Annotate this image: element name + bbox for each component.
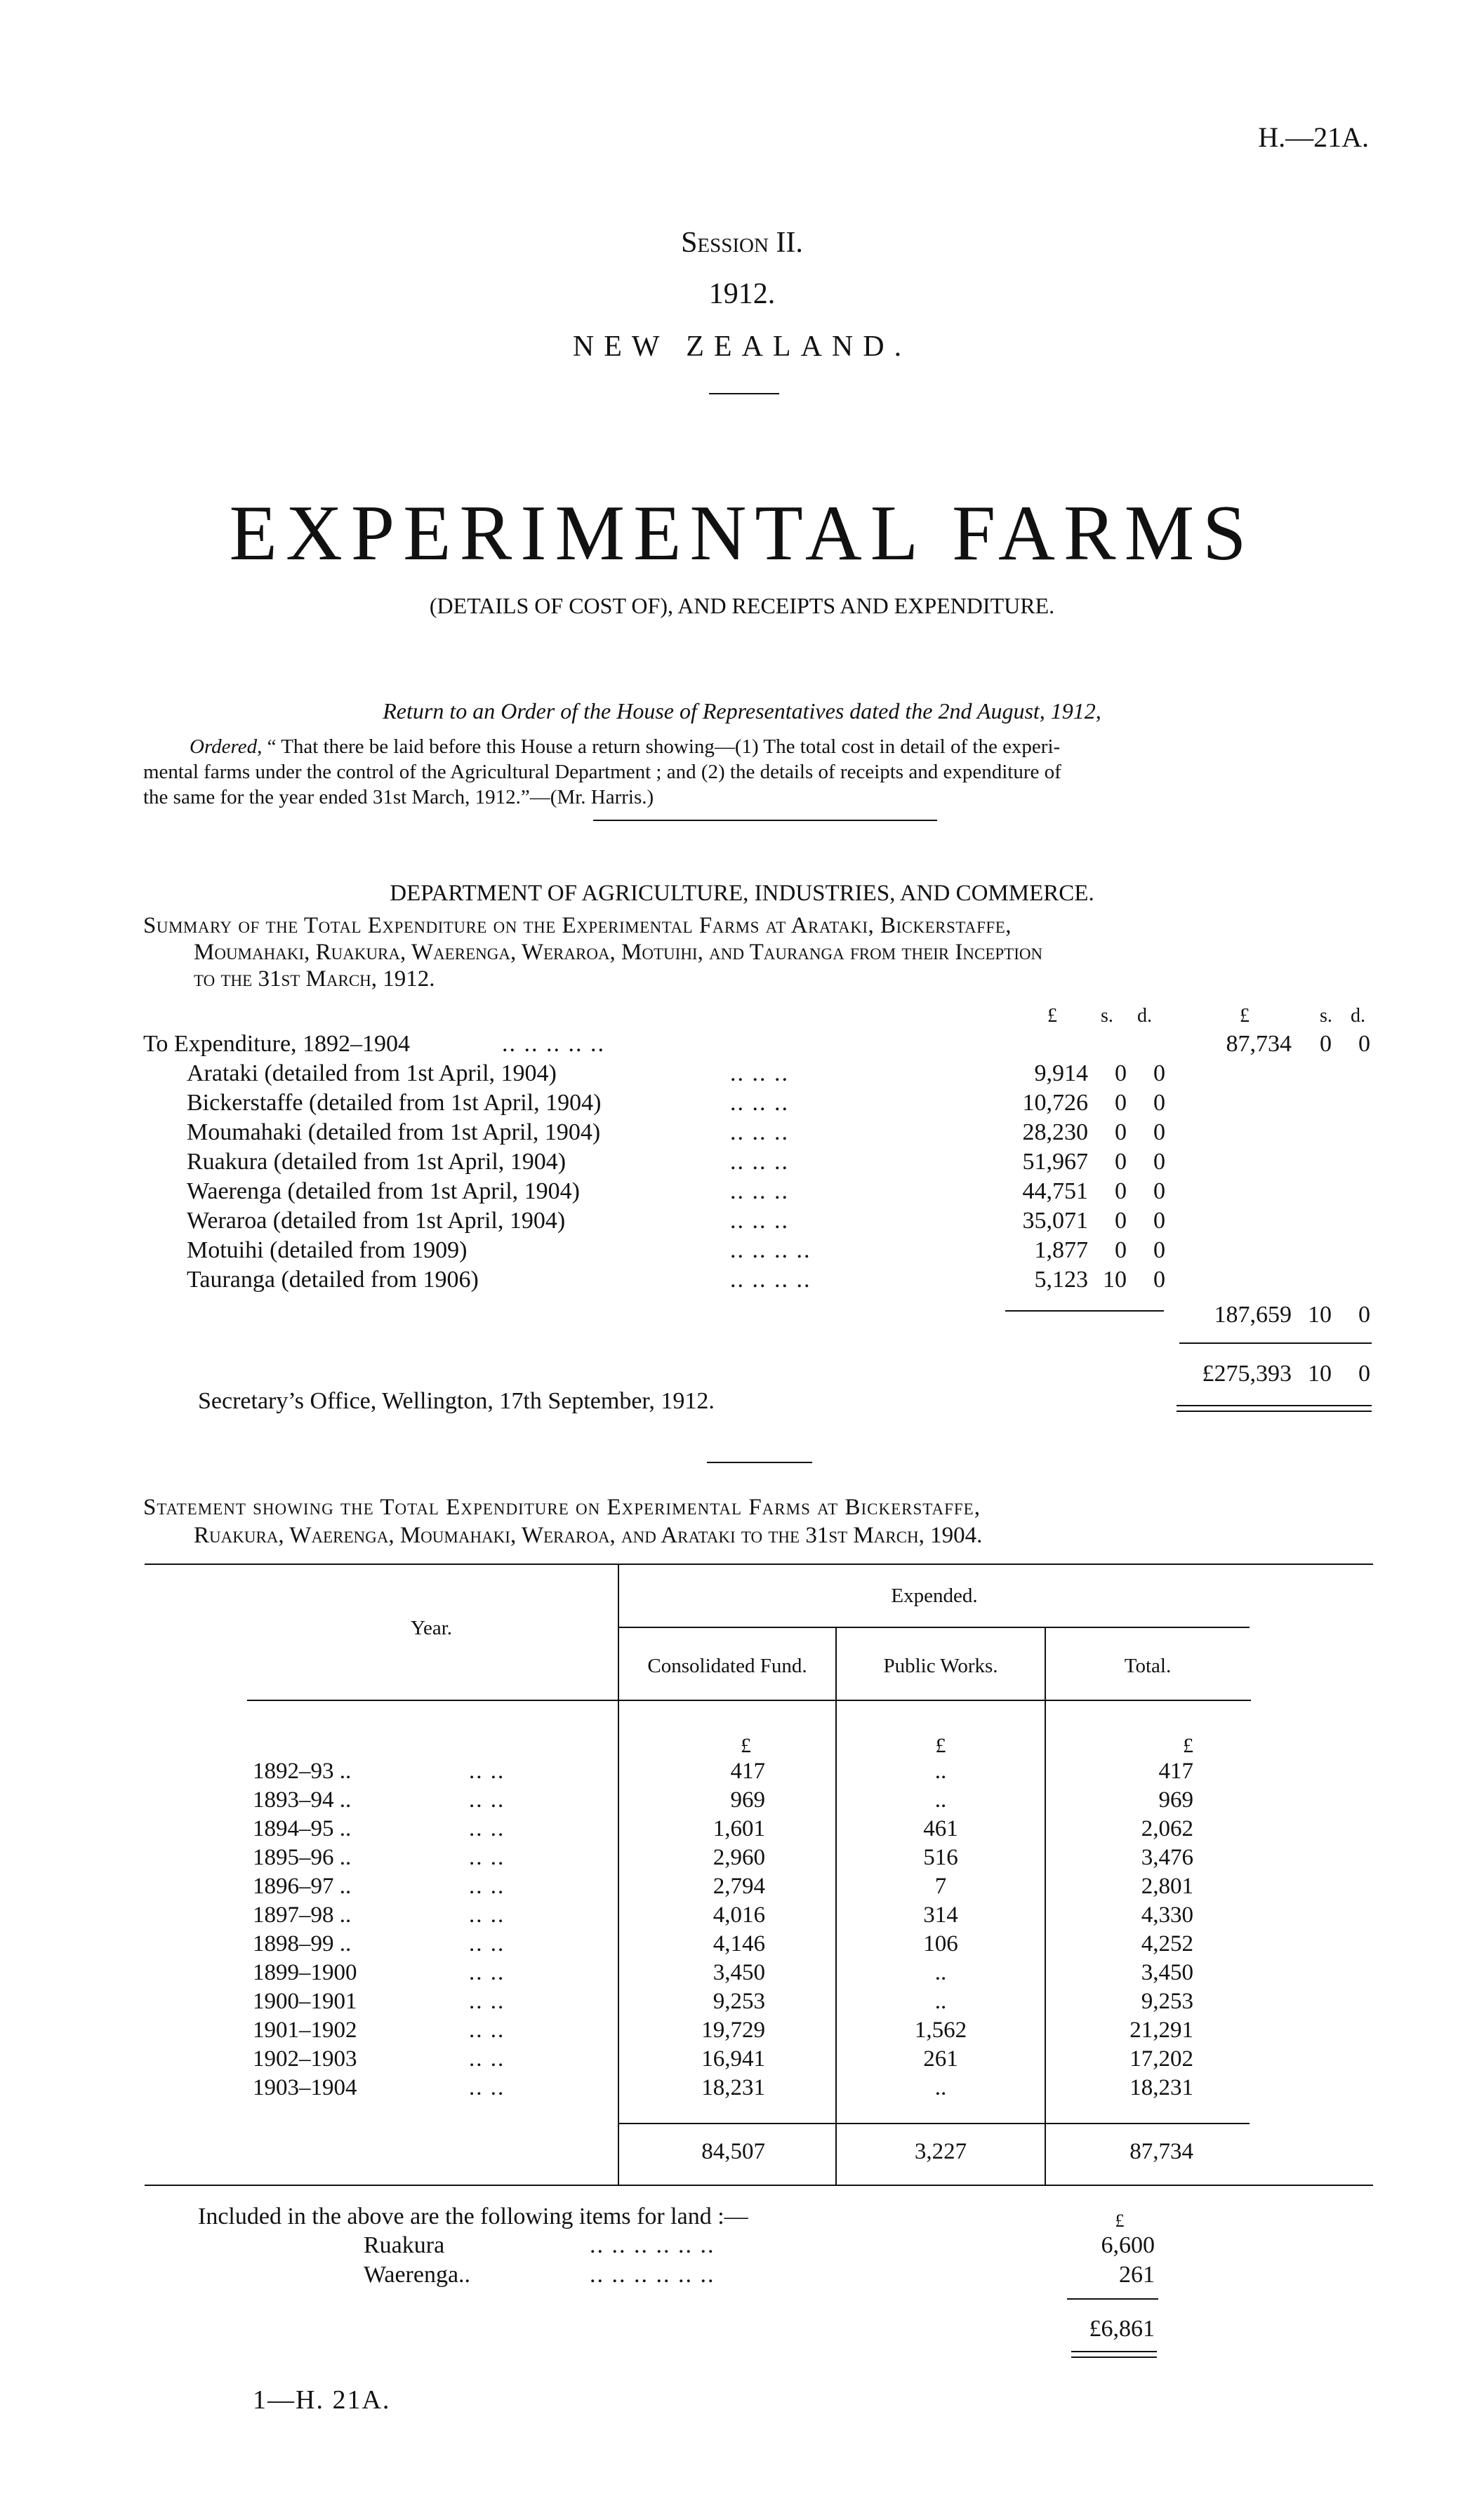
table-row-total: 3,476 bbox=[1141, 1845, 1193, 1870]
summary-row-pounds: 28,230 bbox=[1022, 1119, 1088, 1145]
table-row-dots: .. .. bbox=[469, 1931, 505, 1956]
table-row bbox=[0, 1930, 1484, 1958]
table-row-public-works: 261 bbox=[923, 2046, 958, 2072]
grand-total-double-rule-1 bbox=[1177, 1405, 1372, 1406]
table-row-year: 1903–1904 bbox=[253, 2075, 357, 2100]
session-label: Session II. bbox=[681, 227, 803, 259]
table-row-total: 3,450 bbox=[1141, 1960, 1193, 1985]
total-pence-header: d. bbox=[1351, 1005, 1365, 1027]
land-total-rule bbox=[1067, 2298, 1158, 2300]
table-row bbox=[0, 1844, 1484, 1872]
ordered-line-3: the same for the year ended 31st March, 1912.”—(Mr. Harris.) bbox=[143, 786, 654, 808]
shillings-header: s. bbox=[1101, 1005, 1113, 1027]
table-row-year: 1896–97 .. bbox=[253, 1874, 352, 1899]
table-row-consolidated: 4,016 bbox=[713, 1902, 765, 1928]
cf-currency: £ bbox=[741, 1734, 751, 1757]
summary-grand-pounds: £275,393 bbox=[1202, 1361, 1292, 1387]
secretary-office-line: Secretary’s Office, Wellington, 17th September, 1912. bbox=[198, 1388, 715, 1414]
summary-row-s: 0 bbox=[1115, 1119, 1127, 1145]
summary-grand-rule bbox=[1179, 1342, 1372, 1344]
summary-grand-d: 0 bbox=[1358, 1361, 1370, 1387]
table-row-total: 969 bbox=[1158, 1787, 1193, 1813]
table-row-public-works: 7 bbox=[934, 1874, 947, 1899]
table-expended-rule bbox=[619, 1627, 1250, 1628]
summary-row-label: Arataki (detailed from 1st April, 1904) bbox=[187, 1060, 557, 1086]
table-row-dots: .. .. bbox=[469, 2046, 505, 2072]
table-row-consolidated: 9,253 bbox=[713, 1989, 765, 2014]
table-row-year: 1901–1902 bbox=[253, 2018, 357, 2043]
table-row bbox=[0, 1757, 1484, 1785]
summary-row-dots: .. .. .. bbox=[730, 1208, 789, 1234]
summary-row-s: 0 bbox=[1115, 1178, 1127, 1204]
table-row-consolidated: 2,960 bbox=[713, 1845, 765, 1870]
summary-subtotal-pounds: 187,659 bbox=[1214, 1302, 1292, 1328]
summary-row-d: 0 bbox=[1153, 1208, 1165, 1234]
table-row-dots: .. .. bbox=[469, 1787, 505, 1813]
land-row bbox=[0, 2261, 1484, 2289]
table-row bbox=[0, 1815, 1484, 1843]
table-row-public-works: .. bbox=[934, 1960, 947, 1985]
land-double-rule-1 bbox=[1071, 2351, 1157, 2352]
summary-row-s: 0 bbox=[1115, 1237, 1127, 1263]
summary-row-label: Waerenga (detailed from 1st April, 1904) bbox=[187, 1178, 580, 1204]
page-reference: H.—21A. bbox=[1258, 121, 1369, 153]
department-heading: DEPARTMENT OF AGRICULTURE, INDUSTRIES, AND COMMERCE. bbox=[390, 881, 1094, 906]
summary-row-dots: .. .. .. bbox=[730, 1149, 789, 1175]
summary-subtotal-s: 10 bbox=[1308, 1302, 1332, 1328]
table-row-total: 4,252 bbox=[1141, 1931, 1193, 1956]
summary-heading-line-3: to the 31st March, 1912. bbox=[194, 966, 435, 992]
col-total-header: Total. bbox=[1124, 1655, 1172, 1677]
summary-row-s: 0 bbox=[1115, 1090, 1127, 1116]
land-row bbox=[0, 2232, 1484, 2260]
summary-row bbox=[0, 1207, 1484, 1235]
country-label: NEW ZEALAND. bbox=[572, 331, 912, 363]
summary-row bbox=[0, 1266, 1484, 1294]
land-row-label: Waerenga.. bbox=[364, 2262, 471, 2288]
summary-row-dots: .. .. .. bbox=[730, 1060, 789, 1086]
table-row-public-works: 516 bbox=[923, 1845, 958, 1870]
summary-row-d: 0 bbox=[1153, 1178, 1165, 1204]
table-row bbox=[0, 2045, 1484, 2073]
summary-subtotal-row bbox=[0, 1301, 1484, 1329]
land-double-rule-2 bbox=[1071, 2356, 1157, 2358]
section-divider bbox=[707, 1462, 812, 1463]
summary-row-dots: .. .. .. .. bbox=[730, 1267, 811, 1293]
table-bottom-rule bbox=[145, 2185, 1373, 2186]
table-row-public-works: .. bbox=[934, 1787, 947, 1813]
summary-row-s: 0 bbox=[1115, 1060, 1127, 1086]
table-row-year: 1892–93 .. bbox=[253, 1759, 352, 1784]
table-totals-rule bbox=[619, 2123, 1250, 2124]
statement-heading-line-2: Ruakura, Waerenga, Moumahaki, Weraroa, and Arataki to the 31st March, 1904. bbox=[194, 1523, 983, 1548]
table-row-total: 21,291 bbox=[1129, 2018, 1193, 2043]
grand-total-double-rule-2 bbox=[1177, 1411, 1372, 1412]
intro-divider bbox=[593, 820, 937, 821]
summary-heading bbox=[143, 912, 1379, 992]
summary-grand-s: 10 bbox=[1308, 1361, 1332, 1387]
col-public-works-header: Public Works. bbox=[883, 1655, 998, 1677]
table-row-total: 2,801 bbox=[1141, 1874, 1193, 1899]
table-row-public-works: 314 bbox=[923, 1902, 958, 1928]
summary-row-pounds: 35,071 bbox=[1022, 1208, 1088, 1234]
summary-row bbox=[0, 1089, 1484, 1117]
table-row-public-works: 1,562 bbox=[914, 2018, 967, 2043]
table-row-year: 1900–1901 bbox=[253, 1989, 357, 2014]
summary-row-d: 0 bbox=[1153, 1090, 1165, 1116]
total-shillings-header: s. bbox=[1320, 1005, 1332, 1027]
table-row-public-works: .. bbox=[934, 1989, 947, 2014]
table-header-rule bbox=[247, 1700, 1251, 1701]
table-row bbox=[0, 1872, 1484, 1900]
table-row-year: 1893–94 .. bbox=[253, 1787, 352, 1813]
summary-first-d: 0 bbox=[1358, 1031, 1370, 1057]
summary-row-d: 0 bbox=[1153, 1237, 1165, 1263]
summary-row-label: Moumahaki (detailed from 1st April, 1904) bbox=[187, 1119, 601, 1145]
table-row-public-works: 106 bbox=[923, 1931, 958, 1956]
header-divider bbox=[709, 393, 779, 394]
return-line: Return to an Order of the House of Representatives dated the 2nd August, 1912, bbox=[383, 698, 1101, 724]
table-row-dots: .. .. bbox=[469, 1960, 505, 1985]
summary-row bbox=[0, 1178, 1484, 1206]
table-row-dots: .. .. bbox=[469, 1989, 505, 2014]
statement-heading-line-1: Statement showing the Total Expenditure on Experimental Farms at Bickerstaffe, bbox=[143, 1495, 981, 1520]
summary-column-headers bbox=[0, 1002, 1484, 1030]
table-row-year: 1899–1900 bbox=[253, 1960, 357, 1985]
summary-first-pounds: 87,734 bbox=[1226, 1031, 1292, 1057]
summary-first-row bbox=[0, 1030, 1484, 1058]
summary-row-d: 0 bbox=[1153, 1267, 1165, 1293]
table-row-dots: .. .. bbox=[469, 1874, 505, 1899]
col-year-header: Year. bbox=[410, 1617, 453, 1639]
summary-row-pounds: 51,967 bbox=[1022, 1149, 1088, 1175]
table-row-consolidated: 969 bbox=[730, 1787, 765, 1813]
land-row-label: Ruakura bbox=[364, 2232, 445, 2258]
summary-row bbox=[0, 1060, 1484, 1088]
summary-row-dots: .. .. .. bbox=[730, 1090, 789, 1116]
table-row-year: 1902–1903 bbox=[253, 2046, 357, 2072]
table-row-total: 4,330 bbox=[1141, 1902, 1193, 1928]
table-row-dots: .. .. bbox=[469, 2018, 505, 2043]
table-row bbox=[0, 1987, 1484, 2015]
table-row-year: 1898–99 .. bbox=[253, 1931, 352, 1956]
table-row bbox=[0, 1786, 1484, 1814]
table-row-total: 9,253 bbox=[1141, 1989, 1193, 2014]
pence-header: d. bbox=[1137, 1005, 1152, 1027]
land-currency: £ bbox=[1115, 2211, 1125, 2231]
summary-row-s: 0 bbox=[1115, 1149, 1127, 1175]
summary-row-label: Weraroa (detailed from 1st April, 1904) bbox=[187, 1208, 566, 1234]
table-row-consolidated: 417 bbox=[730, 1759, 765, 1784]
col-consolidated-header: Consolidated Fund. bbox=[647, 1655, 807, 1677]
table-row-total: 2,062 bbox=[1141, 1816, 1193, 1841]
land-row-dots: .. .. .. .. .. .. bbox=[590, 2232, 715, 2258]
table-row-public-works: .. bbox=[934, 1759, 947, 1784]
pw-currency: £ bbox=[935, 1734, 946, 1757]
land-row-amount: 6,600 bbox=[1101, 2232, 1155, 2258]
summary-row-pounds: 10,726 bbox=[1022, 1090, 1088, 1116]
summary-row-pounds: 5,123 bbox=[1034, 1267, 1088, 1293]
page-title: EXPERIMENTAL FARMS bbox=[229, 490, 1255, 577]
summary-first-dots: .. .. .. .. .. bbox=[502, 1031, 605, 1057]
table-row bbox=[0, 1959, 1484, 1987]
col-expended-header: Expended. bbox=[891, 1585, 978, 1607]
table-row-total: 417 bbox=[1158, 1759, 1193, 1784]
table-row-dots: .. .. bbox=[469, 1902, 505, 1928]
total-public-works: 3,227 bbox=[914, 2139, 967, 2164]
table-row-consolidated: 2,794 bbox=[713, 1874, 765, 1899]
summary-heading-line-2: Moumahaki, Ruakura, Waerenga, Weraroa, Motuihi, and Tauranga from their Inception bbox=[194, 940, 1043, 965]
table-row-consolidated: 19,729 bbox=[701, 2018, 765, 2043]
table-row-year: 1895–96 .. bbox=[253, 1845, 352, 1870]
table-row-year: 1894–95 .. bbox=[253, 1816, 352, 1841]
statement-heading bbox=[143, 1493, 1379, 1549]
table-row bbox=[0, 2074, 1484, 2102]
table-row-total: 17,202 bbox=[1129, 2046, 1193, 2072]
page-subtitle: (DETAILS OF COST OF), AND RECEIPTS AND EXPENDITURE. bbox=[429, 593, 1055, 618]
summary-row-label: Motuihi (detailed from 1909) bbox=[187, 1237, 468, 1263]
table-row-consolidated: 1,601 bbox=[713, 1816, 765, 1841]
summary-row bbox=[0, 1119, 1484, 1147]
summary-row-label: Bickerstaffe (detailed from 1st April, 1904) bbox=[187, 1090, 602, 1116]
table-row-public-works: 461 bbox=[923, 1816, 958, 1841]
table-row-consolidated: 16,941 bbox=[701, 2046, 765, 2072]
table-row bbox=[0, 1901, 1484, 1929]
summary-row-pounds: 9,914 bbox=[1034, 1060, 1088, 1086]
ordered-line-1: “ That there be laid before this House a return showing—(1) The total cost in detail of the experi- bbox=[267, 735, 1061, 758]
summary-row bbox=[0, 1148, 1484, 1176]
statement-totals-row bbox=[0, 2138, 1484, 2166]
total-currency: £ bbox=[1183, 1734, 1193, 1757]
summary-first-s: 0 bbox=[1320, 1031, 1332, 1057]
table-row-dots: .. .. bbox=[469, 1816, 505, 1841]
summary-row-d: 0 bbox=[1153, 1119, 1165, 1145]
ordered-line-2: mental farms under the control of the Agricultural Department ; and (2) the details of receipts and expenditure of bbox=[143, 761, 1061, 783]
land-row-dots: .. .. .. .. .. .. bbox=[590, 2262, 715, 2288]
summary-heading-line-1: Summary of the Total Expenditure on the Experimental Farms at Arataki, Bickerstaffe, bbox=[143, 913, 1012, 938]
table-row-consolidated: 18,231 bbox=[701, 2075, 765, 2100]
pounds-header: £ bbox=[1047, 1005, 1057, 1027]
footer-signature: 1—H. 21A. bbox=[253, 2385, 391, 2415]
year-label: 1912. bbox=[708, 278, 776, 310]
summary-grand-total-row bbox=[0, 1360, 1484, 1388]
table-row-dots: .. .. bbox=[469, 2075, 505, 2100]
summary-row-pounds: 44,751 bbox=[1022, 1178, 1088, 1204]
summary-row-d: 0 bbox=[1153, 1060, 1165, 1086]
summary-row-d: 0 bbox=[1153, 1149, 1165, 1175]
summary-first-label: To Expenditure, 1892–1904 bbox=[143, 1031, 411, 1057]
table-row-dots: .. .. bbox=[469, 1845, 505, 1870]
summary-subtotal-d: 0 bbox=[1358, 1302, 1370, 1328]
summary-row-dots: .. .. .. .. bbox=[730, 1237, 811, 1263]
currency-row bbox=[0, 1732, 1484, 1760]
land-total: £6,861 bbox=[1089, 2316, 1155, 2342]
summary-row-dots: .. .. .. bbox=[730, 1119, 789, 1145]
ordered-paragraph bbox=[143, 734, 1372, 810]
table-row-consolidated: 4,146 bbox=[713, 1931, 765, 1956]
total-pounds-header: £ bbox=[1240, 1005, 1250, 1027]
ordered-word: Ordered, bbox=[190, 735, 263, 758]
table-row bbox=[0, 2016, 1484, 2044]
table-row-total: 18,231 bbox=[1129, 2075, 1193, 2100]
summary-row bbox=[0, 1236, 1484, 1265]
table-row-consolidated: 3,450 bbox=[713, 1960, 765, 1985]
summary-row-s: 10 bbox=[1103, 1267, 1127, 1293]
land-intro: Included in the above are the following items for land :— bbox=[198, 2204, 748, 2229]
total-total: 87,734 bbox=[1129, 2139, 1193, 2164]
table-top-rule bbox=[145, 1564, 1373, 1565]
summary-row-s: 0 bbox=[1115, 1208, 1127, 1234]
summary-row-label: Ruakura (detailed from 1st April, 1904) bbox=[187, 1149, 567, 1175]
land-row-amount: 261 bbox=[1119, 2262, 1155, 2288]
table-row-dots: .. .. bbox=[469, 1759, 505, 1784]
summary-row-dots: .. .. .. bbox=[730, 1178, 789, 1204]
table-row-public-works: .. bbox=[934, 2075, 947, 2100]
total-consolidated: 84,507 bbox=[701, 2139, 765, 2164]
summary-row-pounds: 1,877 bbox=[1034, 1237, 1088, 1263]
summary-row-label: Tauranga (detailed from 1906) bbox=[187, 1267, 479, 1293]
table-row-year: 1897–98 .. bbox=[253, 1902, 352, 1928]
